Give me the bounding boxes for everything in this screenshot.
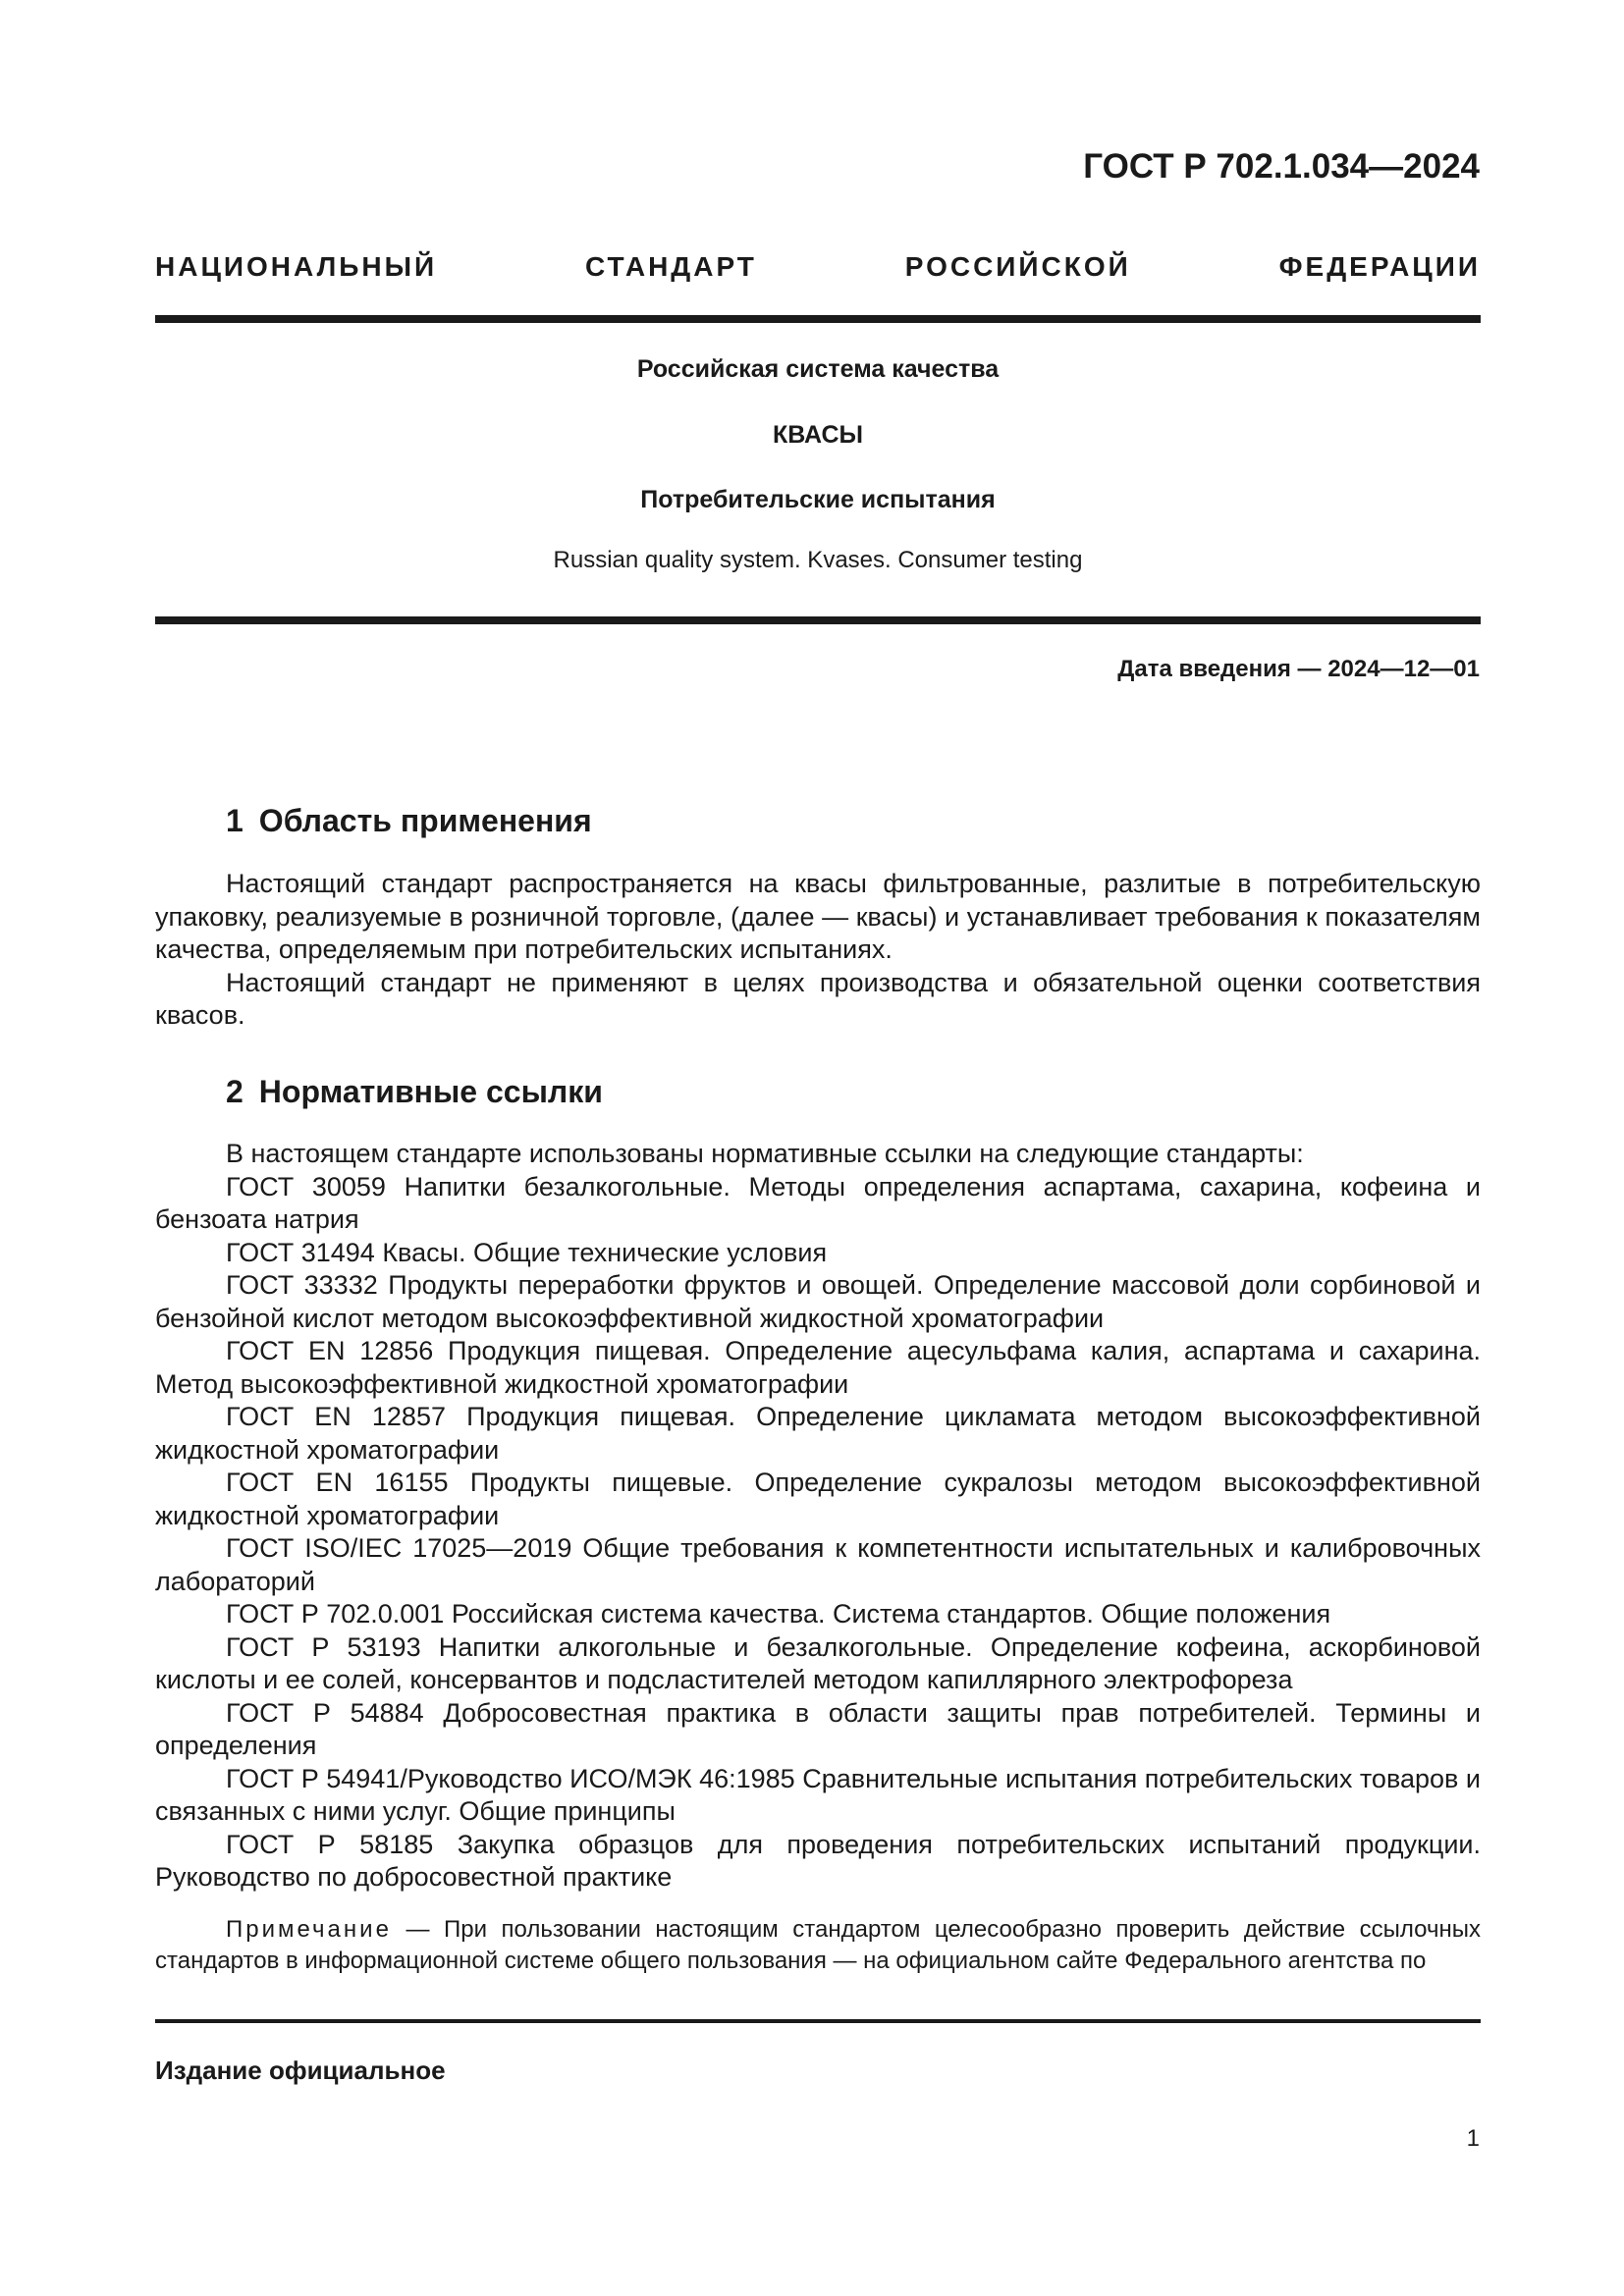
reference-code: ГОСТ Р 54884 <box>226 1697 424 1728</box>
section-heading-scope <box>226 803 592 839</box>
product-title: КВАСЫ <box>772 421 864 449</box>
page-number: 1 <box>1466 2125 1480 2152</box>
title-divider <box>155 616 1481 624</box>
note-text: — При пользовании настоящим стандартом целесообразно проверить действие ссылочных стандартов в информационной системе общего пользования — на официальном сайте Федерального агентства по <box>155 1916 1481 1974</box>
topic-title: Потребительские испытания <box>640 486 996 513</box>
reference-title: Закупка образцов для проведения потребительских испытаний продукции. Руководство по добросовестной практике <box>155 1829 1481 1892</box>
section-heading-references <box>226 1074 603 1110</box>
section-number: 2 <box>226 1074 244 1109</box>
system-title: Российская система качества <box>636 355 1000 383</box>
reference-title: Российская система качества. Система стандартов. Общие положения <box>451 1599 1331 1629</box>
reference-title: Продукты пищевые. Определение сукралозы методом высокоэффективной жидкостной хроматографии <box>155 1468 1481 1530</box>
reference-code: ГОСТ ISO/IEC 17025—2019 <box>226 1533 572 1563</box>
reference-item <box>155 1532 1481 1598</box>
top-divider <box>155 315 1481 323</box>
national-standard-banner: НАЦИОНАЛЬНЫЙ СТАНДАРТ РОССИЙСКОЙ ФЕДЕРАЦИИ <box>155 251 1481 282</box>
reference-code: ГОСТ 33332 <box>226 1270 378 1300</box>
references-body <box>155 1138 1481 1895</box>
reference-code: ГОСТ EN 12856 <box>226 1336 434 1365</box>
introduction-date: Дата введения — 2024—12—01 <box>1117 656 1480 682</box>
reference-code: ГОСТ Р 702.0.001 <box>226 1599 445 1629</box>
reference-item <box>155 1829 1481 1895</box>
footer-divider <box>155 2019 1481 2023</box>
references-intro: В настоящем стандарте использованы нормативные ссылки на следующие стандарты: <box>226 1139 1304 1168</box>
section-title: Область применения <box>258 803 592 838</box>
reference-title: Добросовестная практика в области защиты прав потребителей. Термины и определения <box>155 1697 1481 1760</box>
note <box>155 1914 1481 1977</box>
reference-item <box>155 1335 1481 1401</box>
edition-label: Издание официальное <box>155 2056 446 2085</box>
standard-number: ГОСТ Р 702.1.034—2024 <box>1083 147 1480 186</box>
reference-item <box>155 1269 1481 1335</box>
reference-code: ГОСТ Р 58185 <box>226 1829 434 1859</box>
reference-title: Сравнительные испытания потребительских товаров и связанных с ними услуг. Общие принципы <box>155 1763 1481 1826</box>
scope-paragraph: Настоящий стандарт не применяют в целях производства и обязательной оценки соответствия квасов. <box>155 967 1481 1030</box>
section-number: 1 <box>226 803 244 838</box>
reference-item <box>155 1763 1481 1829</box>
section-title: Нормативные ссылки <box>258 1074 603 1109</box>
scope-body <box>155 868 1481 1033</box>
reference-title: Напитки алкогольные и безалкогольные. Определение кофеина, аскорбиновой кислоты и ее солей, консервантов и подсластителей методом капиллярного электрофореза <box>155 1631 1481 1694</box>
reference-code: ГОСТ Р 53193 <box>226 1631 421 1662</box>
reference-code: ГОСТ EN 12857 <box>226 1402 446 1431</box>
reference-title: Продукция пищевая. Определение ацесульфама калия, аспартама и сахарина. Метод высокоэффективной жидкостной хроматографии <box>155 1336 1481 1399</box>
reference-code: ГОСТ 30059 <box>226 1171 386 1201</box>
reference-code: ГОСТ EN 16155 <box>226 1468 449 1497</box>
reference-code: ГОСТ 31494 <box>226 1237 375 1267</box>
note-label: Примечание <box>226 1916 392 1943</box>
reference-title: Общие требования к компетентности испытательных и калибровочных лабораторий <box>155 1533 1481 1596</box>
reference-title: Напитки безалкогольные. Методы определения аспартама, сахарина, кофеина и бензоата натрия <box>155 1171 1481 1234</box>
reference-title: Продукция пищевая. Определение цикламата методом высокоэффективной жидкостной хроматографии <box>155 1402 1481 1465</box>
reference-item <box>155 1237 1481 1270</box>
english-title: Russian quality system. Kvases. Consumer testing <box>553 547 1083 573</box>
reference-code: ГОСТ Р 54941/Руководство ИСО/МЭК 46:1985 <box>226 1763 795 1793</box>
scope-paragraph: Настоящий стандарт распространяется на квасы фильтрованные, разлитые в потребительскую упаковку, реализуемые в розничной торговле, (далее — квасы) и устанавливает требования к показателям качества, определяемым при потребительских испытаниях. <box>155 869 1481 964</box>
reference-item <box>155 1631 1481 1697</box>
reference-item <box>155 1467 1481 1532</box>
reference-item <box>155 1697 1481 1763</box>
reference-item <box>155 1171 1481 1237</box>
reference-item <box>155 1401 1481 1467</box>
reference-item <box>155 1598 1481 1631</box>
reference-title: Квасы. Общие технические условия <box>382 1237 828 1267</box>
reference-title: Продукты переработки фруктов и овощей. Определение массовой доли сорбиновой и бензойной кислот методом высокоэффективной жидкостной хроматографии <box>155 1270 1481 1333</box>
